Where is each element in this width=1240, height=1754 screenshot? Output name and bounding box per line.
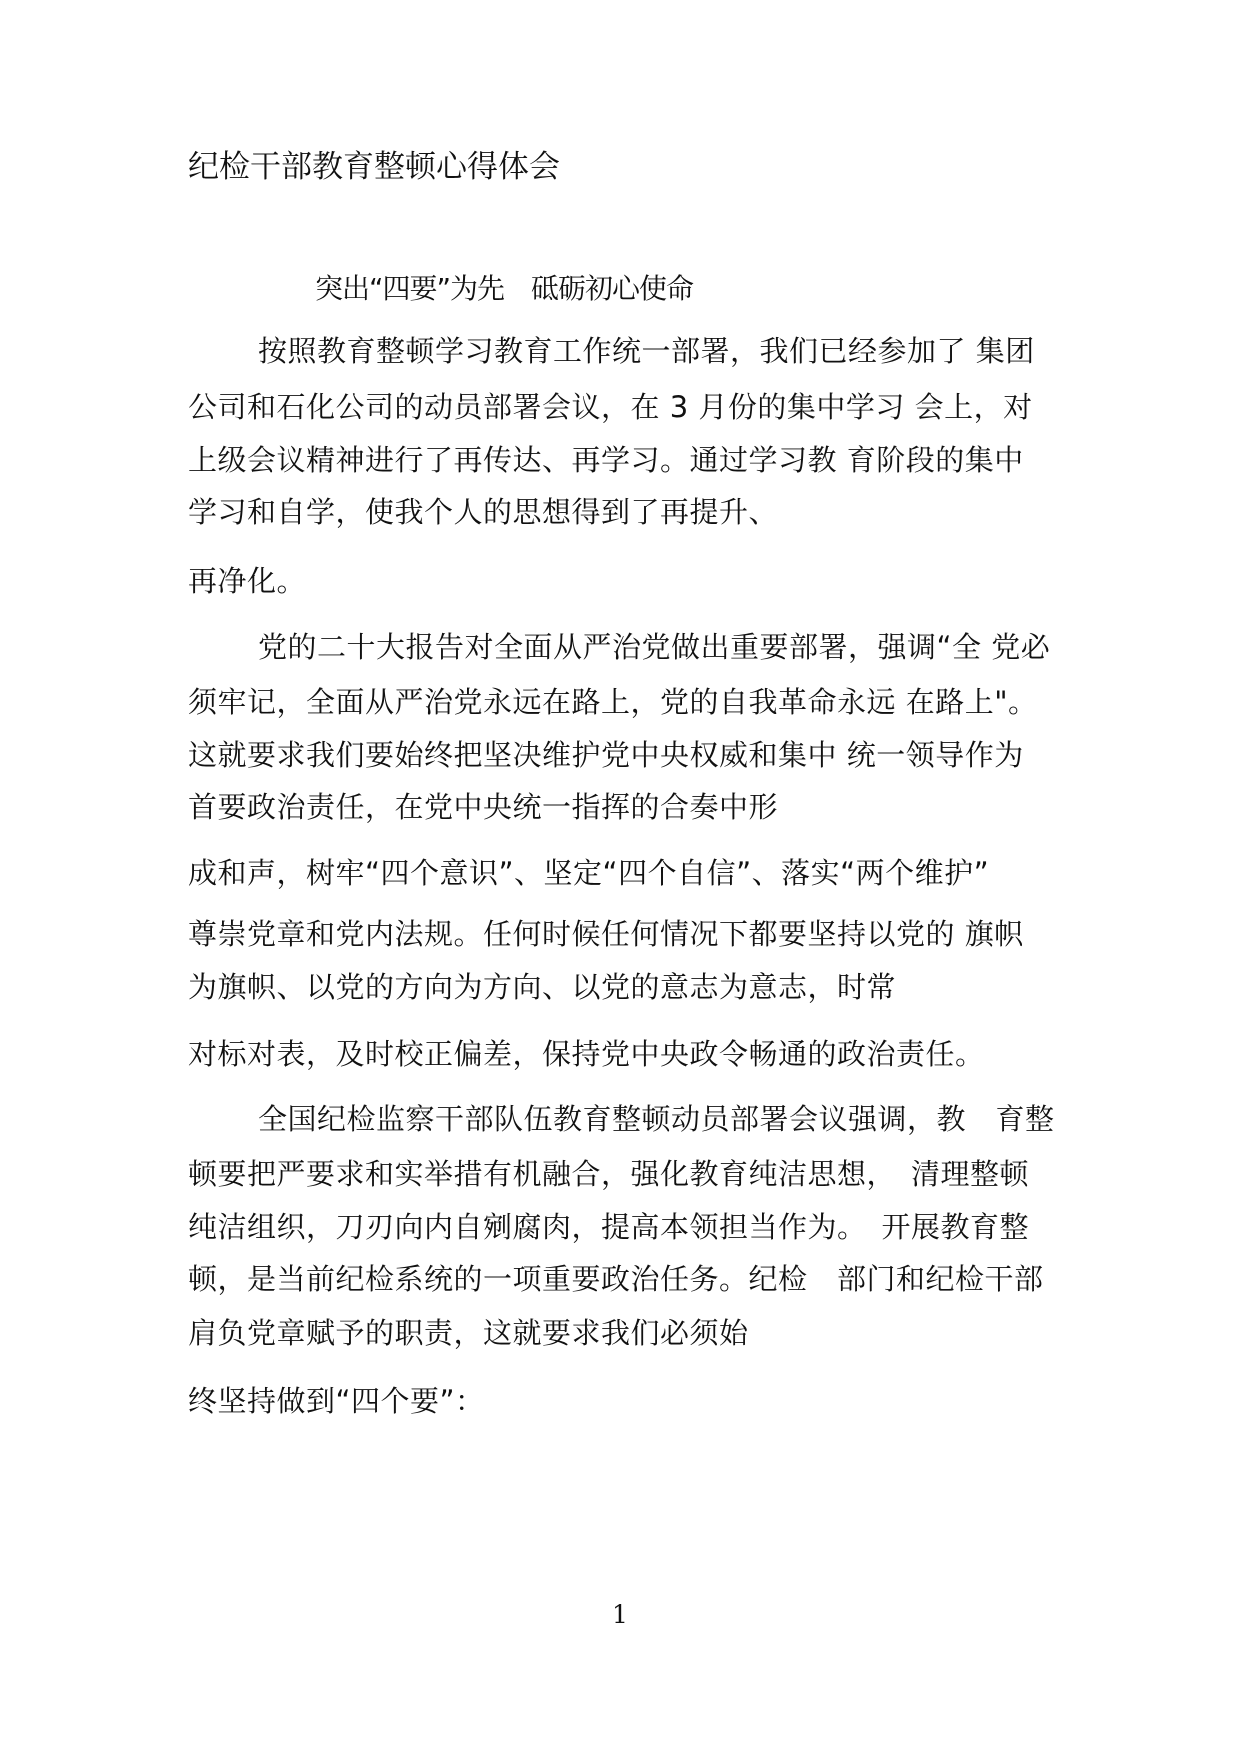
document-title: 纪检干部教育整顿心得体会 <box>188 149 560 185</box>
document-subtitle: 突出“四要”为先 砥砺初心使命 <box>315 272 694 305</box>
paragraph-line: 顿要把严要求和实举措有机融合，强化教育纯洁思想， 清理整顿 <box>188 1157 1030 1191</box>
paragraph-line: 这就要求我们要始终把坚决维护党中央权威和集中 统一领导作为 <box>188 738 1024 772</box>
paragraph-line: 首要政治责任，在党中央统一指挥的合奏中形 <box>188 790 779 824</box>
paragraph-line: 顿，是当前纪检系统的一项重要政治任务。纪检 部门和纪检干部 <box>188 1262 1044 1296</box>
paragraph-line: 终坚持做到“四个要”： <box>188 1384 485 1418</box>
paragraph-line: 为旗帜、以党的方向为方向、以党的意志为意志，时常 <box>188 970 897 1004</box>
page-number: 1 <box>612 1600 628 1629</box>
paragraph-line: 上级会议精神进行了再传达、再学习。通过学习教 育阶段的集中 <box>188 443 1024 477</box>
paragraph-line: 再净化。 <box>188 564 307 598</box>
paragraph-line: 党的二十大报告对全面从严治党做出重要部署，强调“全 党必 <box>258 630 1051 664</box>
paragraph-line: 须牢记，全面从严治党永远在路上，党的自我革命永远 在路上"。 <box>188 685 1038 719</box>
paragraph-line: 肩负党章赋予的职责，这就要求我们必须始 <box>188 1316 749 1350</box>
paragraph-line: 按照教育整顿学习教育工作统一部署，我们已经参加了 集团 <box>258 334 1035 368</box>
paragraph-line: 成和声，树牢“四个意识”、坚定“四个自信”、落实“两个维护” <box>188 856 990 890</box>
paragraph-line: 学习和自学，使我个人的思想得到了再提升、 <box>188 495 779 529</box>
paragraph-line: 对标对表，及时校正偏差，保持党中央政令畅通的政治责任。 <box>188 1037 985 1071</box>
paragraph-line: 尊崇党章和党内法规。任何时候任何情况下都要坚持以党的 旗帜 <box>188 917 1024 951</box>
paragraph-line: 纯洁组织，刀刃向内自剜腐肉，提高本领担当作为。 开展教育整 <box>188 1210 1030 1244</box>
paragraph-line: 全国纪检监察干部队伍教育整顿动员部署会议强调，教 育整 <box>258 1102 1055 1136</box>
paragraph-line: 公司和石化公司的动员部署会议，在 3 月份的集中学习 会上，对 <box>188 390 1033 424</box>
